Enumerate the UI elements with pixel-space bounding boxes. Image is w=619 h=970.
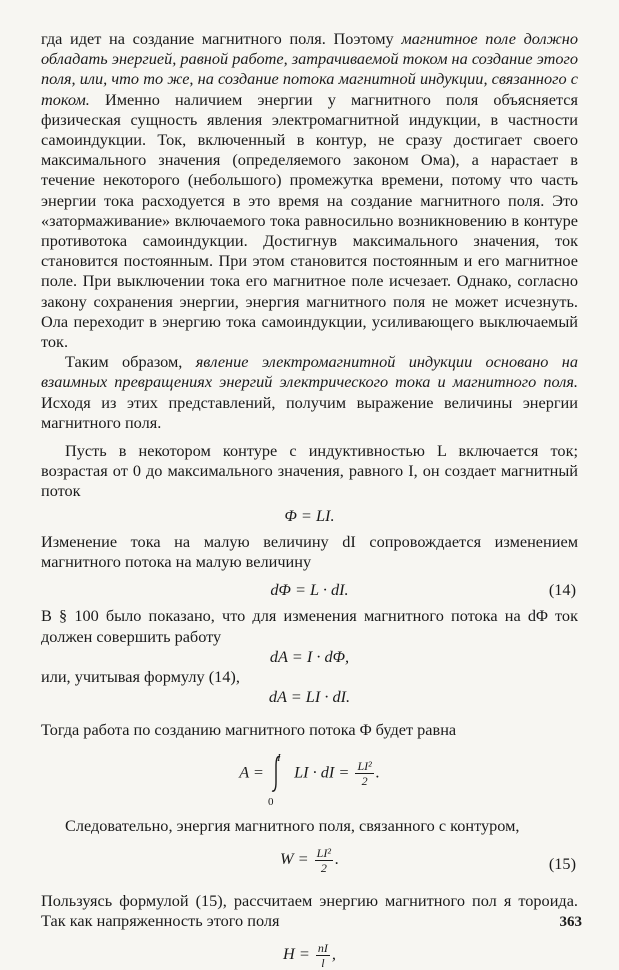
- page-number: 363: [559, 914, 582, 930]
- paragraph-6: или, учитывая формулу (14),: [41, 667, 240, 687]
- paragraph-5: В § 100 было показано, что для изменения магнитного потока на dΦ ток должен совершить работу: [41, 606, 578, 646]
- equation-14: dΦ = L · dI. (14): [270, 580, 576, 600]
- integral-upper-limit: I: [276, 751, 281, 764]
- integral-sign: [267, 751, 284, 808]
- equation-work-2: dA = LI · dI.: [268, 687, 351, 707]
- paragraph-1: гда идет на создание магнитного поля. Поэтому магнитное поле должно обладать энергией, равной работе, затрачиваемой током на создание этого поля, или, что то же, на создание потока магнитной индукции, связанного с током. Именно наличием энергии у магнитного поля объясняется физическая сущность явления электромагнитной индукции, в частности самоиндукции. Ток, включенный в контур, не сразу достигает своего максимального значения (определяемого законом Ома), а нарастает в течение некоторого (небольшого) промежутка времени, потому что часть энергии тока расходуется в это время на создание магнитного поля. Это «затормаживание» включаемого тока равносильно возникновению в контуре противотока самоиндукции. Достигнув максимального значения, ток становится постоянным. При этом становится постоянным и его магнитное поле. При выключении тока его магнитное поле исчезает. Однако, согласно закону сохранения энергии, энергия магнитного поля не может исчезнуть. Ола переходит в энергию тока самоиндукции, усиливающего выключаемый ток.: [41, 29, 578, 352]
- paragraph-3: Пусть в некотором контуре с индуктивностью L включается ток; возрастая от 0 до максимального значения, равного I, он создает магнитный поток: [41, 441, 578, 501]
- paragraph-4: Изменение тока на малую величину dI сопровождается изменением магнитного потока на малую величину: [41, 531, 578, 572]
- italic-statement: магнитное поле должно обладать энергией, равной работе, затрачиваемой током на создание этого поля, или, что то же, на создание потока магнитной индукции, связанного с током.: [41, 29, 578, 109]
- equation-field-strength: H = $\frac{nI}{l}$ ,: [283, 941, 336, 970]
- paragraph-7: Тогда работа по созданию магнитного потока Φ будет равна: [41, 719, 457, 739]
- paragraph-9: Пользуясь формулой (15), рассчитаем энергию магнитного пол я тороида. Так как напряженность этого поля: [41, 890, 578, 931]
- page-body: [41, 29, 578, 970]
- equation-work: dA = I · dΦ,: [269, 646, 350, 666]
- fraction: $\frac{\text{LI²}}{2}$: [357, 759, 372, 789]
- equation-number-15: (15): [548, 853, 576, 873]
- equation-number-14: (14): [548, 580, 576, 600]
- italic-conclusion: явление электромагнитной индукции основано на взаимных превращениях энергий электрического тока и магнитного поля.: [41, 352, 578, 392]
- fraction: $\frac{nI}{l}$: [317, 941, 328, 970]
- equation-flux: Φ = LI.: [284, 505, 335, 525]
- equation-integral: A = I 0 LI · dI = $\frac{\text{LI²}}{2}$ .: [41, 754, 578, 794]
- equation-15: W = $\frac{\text{LI²}}{2}$ . (15): [279, 845, 576, 875]
- integral-lower-limit: 0: [267, 795, 274, 808]
- fraction: $\frac{\text{LI²}}{2}$: [316, 845, 331, 875]
- paragraph-2: Таким образом, явление электромагнитной индукции основано на взаимных превращениях энергий электрического тока и магнитного поля. Исходя из этих представлений, получим выражение величины энергии магнитного поля.: [41, 352, 578, 432]
- paragraph-8: Следовательно, энергия магнитного поля, связанного с контуром,: [65, 815, 520, 835]
